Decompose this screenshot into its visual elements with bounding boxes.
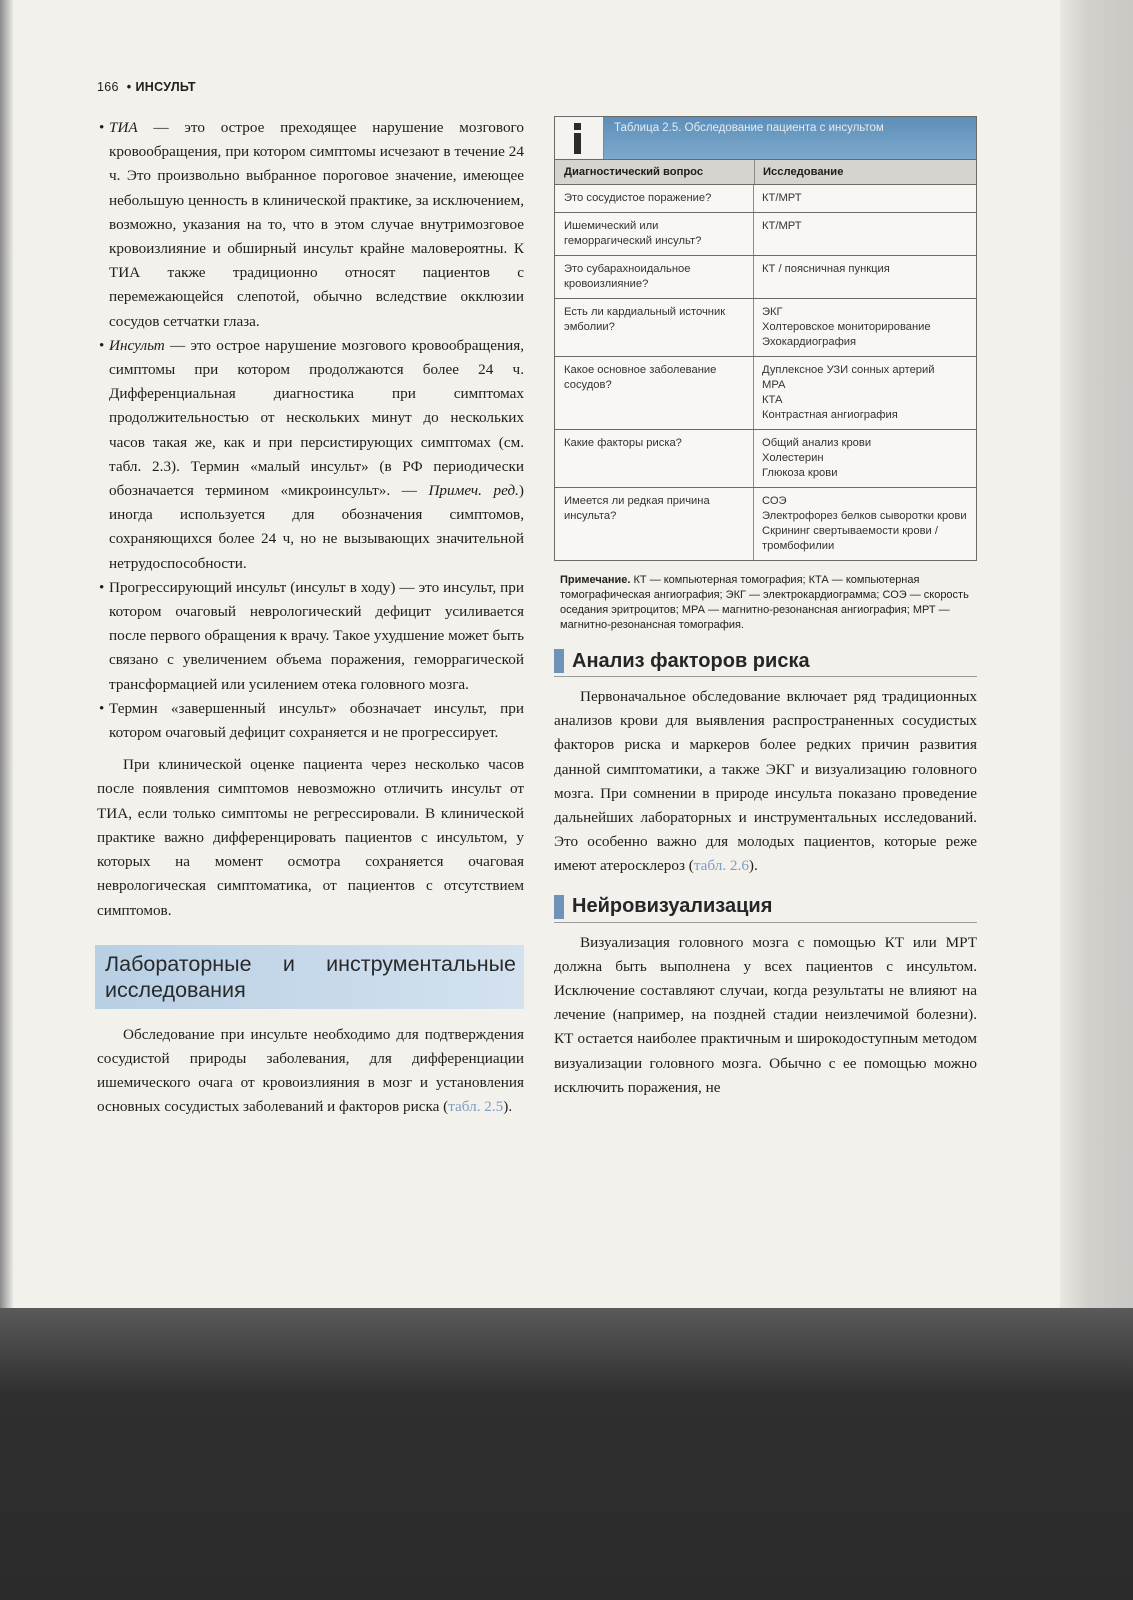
table-title: Таблица 2.5. Обследование пациента с инсультом: [614, 122, 884, 134]
paragraph-clinical-assessment: При клинической оценке пациента через несколько часов после появления симптомов невозможно отличить инсульт от ТИА, если только симптомы не регрессировали. В клинической практике важно дифференцировать пациентов с инсультом, у которых на момент осмотра сохраняется очаговая неврологическая симптоматика, от пациентов с отсутствием симптомов.: [97, 756, 524, 919]
study-item: Общий анализ крови: [762, 437, 872, 449]
head-separator: •: [126, 80, 132, 94]
bullet-tia: • ТИА — это острое преходящее нарушение мозгового кровообращения, при котором симптомы исчезают в течение 24 ч. Это произвольно выбранное пороговое значение, имеющее небольшую ценность в клинической практике, за исключением, возможно, указания на то, что в этом случае внутримозговое кровоизлияние и обширный инсульт крайне маловероятны. К ТИА также традиционно относят пациентов с перемежающейся слепотой, обычно вследствие окклюзии сосудов сетчатки глаза.: [99, 119, 524, 330]
running-head: [97, 80, 196, 94]
study-item: Холтеровское мониторирование: [762, 321, 931, 333]
table-cell-question: Это субарахноидальное кровоизлияние?: [555, 256, 754, 298]
bullet-text: — это острое преходящее нарушение мозгового кровообращения, при котором симптомы исчезают в течение 24 ч. Это произвольно выбранное пороговое значение, имеющее небольшую ценность в клинической практике, за исключением, возможно, указания на то, что в этом случае внутримозговое кровоизлияние и обширный инсульт крайне маловероятны. К ТИА также традиционно относят пациентов с перемежающейся слепотой, обычно вследствие окклюзии сосудов сетчатки глаза.: [109, 119, 524, 330]
bullet-progressive-stroke: • Прогрессирующий инсульт (инсульт в ходу) — это инсульт, при котором очаговый неврологический дефицит усиливается после первого обращения к врачу. Такое ухудшение может быть связано с увеличением объема поражения, геморрагической трансформацией или усилением отека головного мозга.: [99, 578, 524, 693]
column-header-study: Исследование: [763, 166, 844, 178]
heading-text: Нейровизуализация: [572, 895, 773, 918]
paragraph-neuroimaging: Визуализация головного мозга с помощью КТ или МРТ должна быть выполнена у всех пациентов с инсультом. Исключение составляют случаи, когда результаты не влияют на лечение (например, на поздней стадии неизлечимой болезни). КТ остается наиболее практичным и широкодоступным методом визуализации головного мозга. Обычно с ее помощью можно исключить поражения, не: [554, 933, 977, 1096]
study-item: Холестерин: [762, 452, 824, 464]
table-cell-question: Какое основное заболевание сосудов?: [555, 357, 754, 429]
table-cell-question: Имеется ли редкая причина инсульта?: [555, 488, 754, 560]
table-cell-study: [754, 256, 976, 298]
study-item: МРА: [762, 379, 786, 391]
study-item: КТ / поясничная пункция: [762, 263, 890, 275]
heading-marker: [554, 895, 564, 919]
heading-neuroimaging: [554, 895, 977, 923]
table-cell-question: Какие факторы риска?: [555, 430, 754, 487]
table-2-5: [554, 116, 977, 561]
study-item: Скрининг свертываемости крови / тромбофилии: [762, 525, 939, 552]
editor-note: Примеч. ред.: [428, 482, 519, 500]
table-cell-study: [754, 213, 976, 255]
study-item: Эхокардиография: [762, 336, 857, 348]
table-cell-study: [754, 357, 976, 429]
left-column: [97, 116, 524, 1120]
study-item: СОЭ: [762, 495, 787, 507]
bullet-stroke: • Инсульт — это острое нарушение мозгового кровообращения, симптомы при котором продолжаются более 24 ч. Дифференциальная диагностика при симптомах продолжительностью от нескольких минут до нескольких часов такая же, как и при персистирующих симптомах (см. табл. 2.3). Термин «малый инсульт» (в РФ периодически обозначается термином «микроинсульт». — Примеч. ред.) иногда используется для обозначения симптомов, сохраняющихся более 24 ч, но не вызывающих значительной нетрудоспособности.: [99, 336, 524, 572]
study-item: Контрастная ангиография: [762, 409, 898, 421]
term-stroke: Инсульт: [109, 336, 165, 354]
bullet-text: — это острое нарушение мозгового кровообращения, симптомы при котором продолжаются более 24 ч. Дифференциальная диагностика при симптомах продолжительностью от нескольких минут до нескольких часов такая же, как и при персистирующих симптомах (см. табл. 2.3). Термин «малый инсульт» (в РФ периодически обозначается термином «микроинсульт». —: [109, 336, 524, 500]
note-text: КТ — компьютерная томография; КТА — компьютерная томографическая ангиография; ЭКГ — электрокардиограмма; СОЭ — скорость оседания эритроцитов; МРА — магнитно-резонансная ангиография; МРТ — магнитно-резонансная томография.: [560, 574, 969, 631]
table-reference-link[interactable]: табл. 2.5: [448, 1098, 504, 1116]
table-note: [554, 573, 977, 633]
table-reference-link[interactable]: табл. 2.6: [693, 857, 749, 875]
table-cell-study: [754, 430, 976, 487]
table-cell-study: [754, 488, 976, 560]
table-body: [555, 184, 976, 560]
table-cell-study: [754, 185, 976, 212]
study-item: Глюкоза крови: [762, 467, 838, 479]
bullet-completed-stroke: • Термин «завершенный инсульт» обозначает инсульт, при котором очаговый дефицит сохраняется и не прогрессирует.: [99, 699, 524, 742]
table-row: [555, 298, 976, 356]
book-spine: [1060, 0, 1133, 1308]
right-column: [554, 116, 977, 1100]
table-row: [555, 356, 976, 429]
study-item: ЭКГ: [762, 306, 783, 318]
bullet-text: Прогрессирующий инсульт (инсульт в ходу) — это инсульт, при котором очаговый неврологический дефицит усиливается после первого обращения к врачу. Такое ухудшение может быть связано с увеличением объема поражения, геморрагической трансформацией или усилением отека головного мозга.: [109, 578, 524, 693]
study-item: КТА: [762, 394, 783, 406]
study-item: Электрофорез белков сыворотки крови: [762, 510, 967, 522]
page-number: 166: [97, 80, 119, 94]
section-title-lab-studies: Лабораторные и инструментальные исследования: [95, 945, 524, 1009]
table-row: [555, 255, 976, 298]
heading-text: Анализ факторов риска: [572, 649, 810, 672]
bullet-text: Термин «завершенный инсульт» обозначает инсульт, при котором очаговый дефицит сохраняется и не прогрессирует.: [109, 699, 524, 742]
bullet-text-after: ) иногда используется для обозначения симптомов, сохраняющихся более 24 ч, но не вызывающих значительной нетрудоспособности.: [109, 482, 524, 572]
table-header: [555, 117, 976, 159]
table-cell-question: Ишемический или геморрагический инсульт?: [555, 213, 754, 255]
note-label: Примечание.: [560, 574, 631, 586]
info-icon: [555, 117, 604, 159]
chapter-title: ИНСУЛЬТ: [135, 80, 196, 94]
table-row: [555, 429, 976, 487]
study-item: КТ/МРТ: [762, 192, 802, 204]
heading-marker: [554, 649, 564, 673]
study-item: КТ/МРТ: [762, 220, 802, 232]
table-row: [555, 487, 976, 560]
table-row: [555, 212, 976, 255]
table-row: [555, 184, 976, 212]
term-tia: ТИА: [109, 119, 138, 136]
study-item: Дуплексное УЗИ сонных артерий: [762, 364, 935, 376]
table-column-headers: [555, 159, 976, 184]
paragraph-examination: Обследование при инсульте необходимо для подтверждения сосудистой природы заболевания, для дифференциации ишемического очага от кровоизлияния в мозг и установления основных сосудистых заболеваний и факторов риска (табл. 2.5).: [97, 1025, 524, 1116]
background-surface: [0, 1308, 1133, 1600]
table-cell-study: [754, 299, 976, 356]
table-cell-question: Есть ли кардиальный источник эмболии?: [555, 299, 754, 356]
table-cell-question: Это сосудистое поражение?: [555, 185, 754, 212]
heading-risk-factors: [554, 649, 977, 677]
paragraph-risk-factors: Первоначальное обследование включает ряд традиционных анализов крови для выявления распространенных сосудистых факторов риска и маркеров более редких причин развития данной симптоматики, а также ЭКГ и визуализацию головного мозга. При сомнении в природе инсульта показано проведение дальнейших лабораторных и инструментальных исследований. Это особенно важно для молодых пациентов, которые реже имеют атеросклероз (табл. 2.6).: [554, 688, 977, 875]
column-header-question: Диагностический вопрос: [555, 160, 755, 184]
